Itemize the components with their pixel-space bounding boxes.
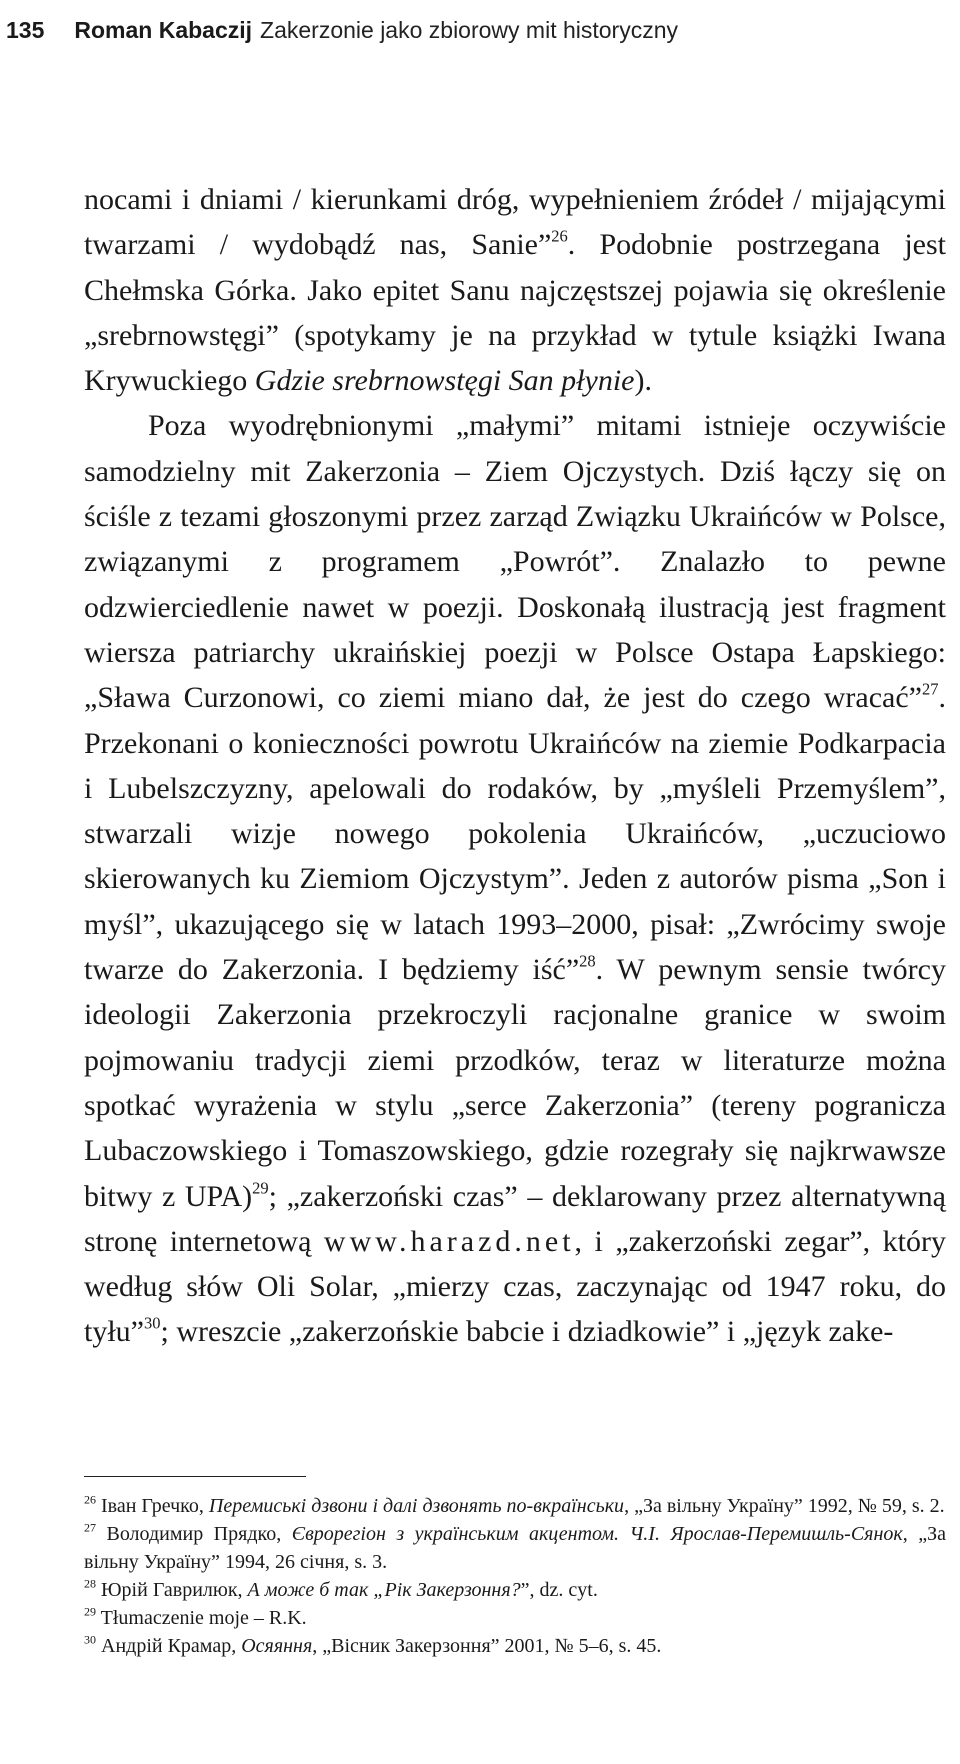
text-span: ). bbox=[634, 364, 652, 398]
footnotes bbox=[84, 1492, 946, 1660]
text-span: . W pewnym sensie twórcy ideologii Zakerzonia przekroczyli racjonalne granice w swoim pojmowaniu tradycji ziemi przodków, teraz w literaturze można spotkać wyrażenia w stylu „serce Zakerzonia” (tereny pogranicza Lubaczowskiego i Tomaszowskiego, gdzie rozegrały się najkrwawsze bitwy z UPA) bbox=[84, 953, 946, 1213]
paragraph bbox=[84, 403, 946, 1354]
footnote-separator bbox=[84, 1476, 306, 1477]
footnote-text: Tłumaczenie moje – R.K. bbox=[100, 1607, 307, 1629]
footnote-number: 29 bbox=[84, 1604, 96, 1619]
footnote-text: , „За вільну Україну” 1992, № 59, s. 2. bbox=[624, 1495, 945, 1517]
footnote-ref: 27 bbox=[922, 679, 939, 699]
footnote bbox=[84, 1632, 946, 1660]
footnote-number: 30 bbox=[84, 1632, 96, 1647]
footnote-italic: А може б так „Рік Закерзоння? bbox=[247, 1579, 521, 1601]
footnote bbox=[84, 1604, 946, 1632]
book-title: Gdzie srebrnowstęgi San płynie bbox=[254, 364, 635, 398]
text-span: . Przekonani o konieczności powrotu Ukraińców na ziemie Podkarpacia i Lubelszczyzny, apelowali do rodaków, by „myśleli Przemyślem”, stwarzali wizje nowego pokolenia Ukraińców, „uczuciowo skierowanych ku Ziemiom Ojczystym”. Jeden z autorów pisma „Son i myśl”, ukazującego się w latach 1993–2000, pisał: „Zwrócimy swoje twarze do Zakerzonia. I będziemy iść” bbox=[84, 681, 946, 987]
text-span: nocami i dniami / kierunkami dróg, wypełnieniem źródeł / mijającymi twarzami / wydobądź nas, Sanie” bbox=[84, 183, 946, 262]
running-header bbox=[6, 14, 954, 46]
footnote bbox=[84, 1492, 946, 1520]
text-span: . Podobnie postrzegana jest Chełmska Górka. Jako epitet Sanu najczęstszej pojawia się określenie „srebrnowstęgi” (spotykamy je na przykład w tytule książki Iwana Krywuckiego bbox=[84, 228, 946, 398]
page-number: 135 bbox=[6, 17, 45, 43]
footnote-ref: 28 bbox=[579, 951, 596, 971]
footnote bbox=[84, 1576, 946, 1604]
footnote-number: 28 bbox=[84, 1576, 96, 1591]
website-text: www.harazd.net bbox=[323, 1224, 575, 1258]
header-title: Zakerzonie jako zbiorowy mit historyczny bbox=[260, 17, 679, 43]
footnote bbox=[84, 1520, 946, 1576]
text-span: Poza wyodrębnionymi „małymi” mitami istnieje oczywiście samodzielny mit Zakerzonia – Ziem Ojczystych. Dziś łączy się on ściśle z tezami głoszonymi przez zarząd Związku Ukraińców w Polsce, związanymi z programem „Powrót”. Znalazło to pewne odzwierciedlenie nawet w poezji. Doskonałą ilustracją jest fragment wiersza patriarchy ukraińskiej poezji w Polsce Ostapa Łapskiego: „Sława Curzonowi, co ziemi miano dał, że jest do czego wracać” bbox=[84, 409, 946, 715]
footnote-ref: 26 bbox=[551, 226, 568, 246]
paragraph bbox=[84, 177, 946, 403]
footnote-italic: Єврорегіон з українським акцентом. Ч.І. Ярослав-Перемишль-Сянок bbox=[291, 1523, 903, 1545]
main-text bbox=[84, 177, 946, 1355]
text-span: , i „zakerzoński zegar”, który według słów Oli Solar, „mierzy czas, zaczynając od 1947 roku, do tyłu” bbox=[84, 1224, 946, 1349]
footnote-number: 27 bbox=[84, 1520, 96, 1535]
footnote-text: Юрій Гаврилюк, bbox=[101, 1579, 248, 1601]
footnote-ref: 29 bbox=[252, 1178, 269, 1198]
footnote-number: 26 bbox=[84, 1492, 96, 1507]
footnote-italic: Осяяння bbox=[241, 1635, 313, 1657]
footnote-text: ”, dz. cyt. bbox=[520, 1579, 598, 1601]
footnote-text: , „Вісник Закерзоння” 2001, № 5–6, s. 45. bbox=[312, 1635, 662, 1657]
footnote-italic: Перемиські дзвони і далі дзвонять по-вкраїнськи bbox=[208, 1495, 625, 1517]
header-author: Roman Kabaczij bbox=[74, 17, 253, 43]
footnote-ref: 30 bbox=[144, 1314, 161, 1334]
footnote-text: Андрій Крамар, bbox=[101, 1635, 242, 1657]
text-span: ; „zakerzoński czas” – deklarowany przez alternatywną stronę internetową bbox=[84, 1179, 946, 1258]
footnote-text: Володимир Прядко, bbox=[106, 1523, 292, 1545]
footnote-text: , „За вільну Україну” 1994, 26 січня, s. 3. bbox=[84, 1523, 947, 1573]
footnote-text: Іван Гречко, bbox=[101, 1495, 209, 1517]
text-span: ; wreszcie „zakerzońskie babcie i dziadkowie” i „język zake- bbox=[160, 1315, 894, 1349]
